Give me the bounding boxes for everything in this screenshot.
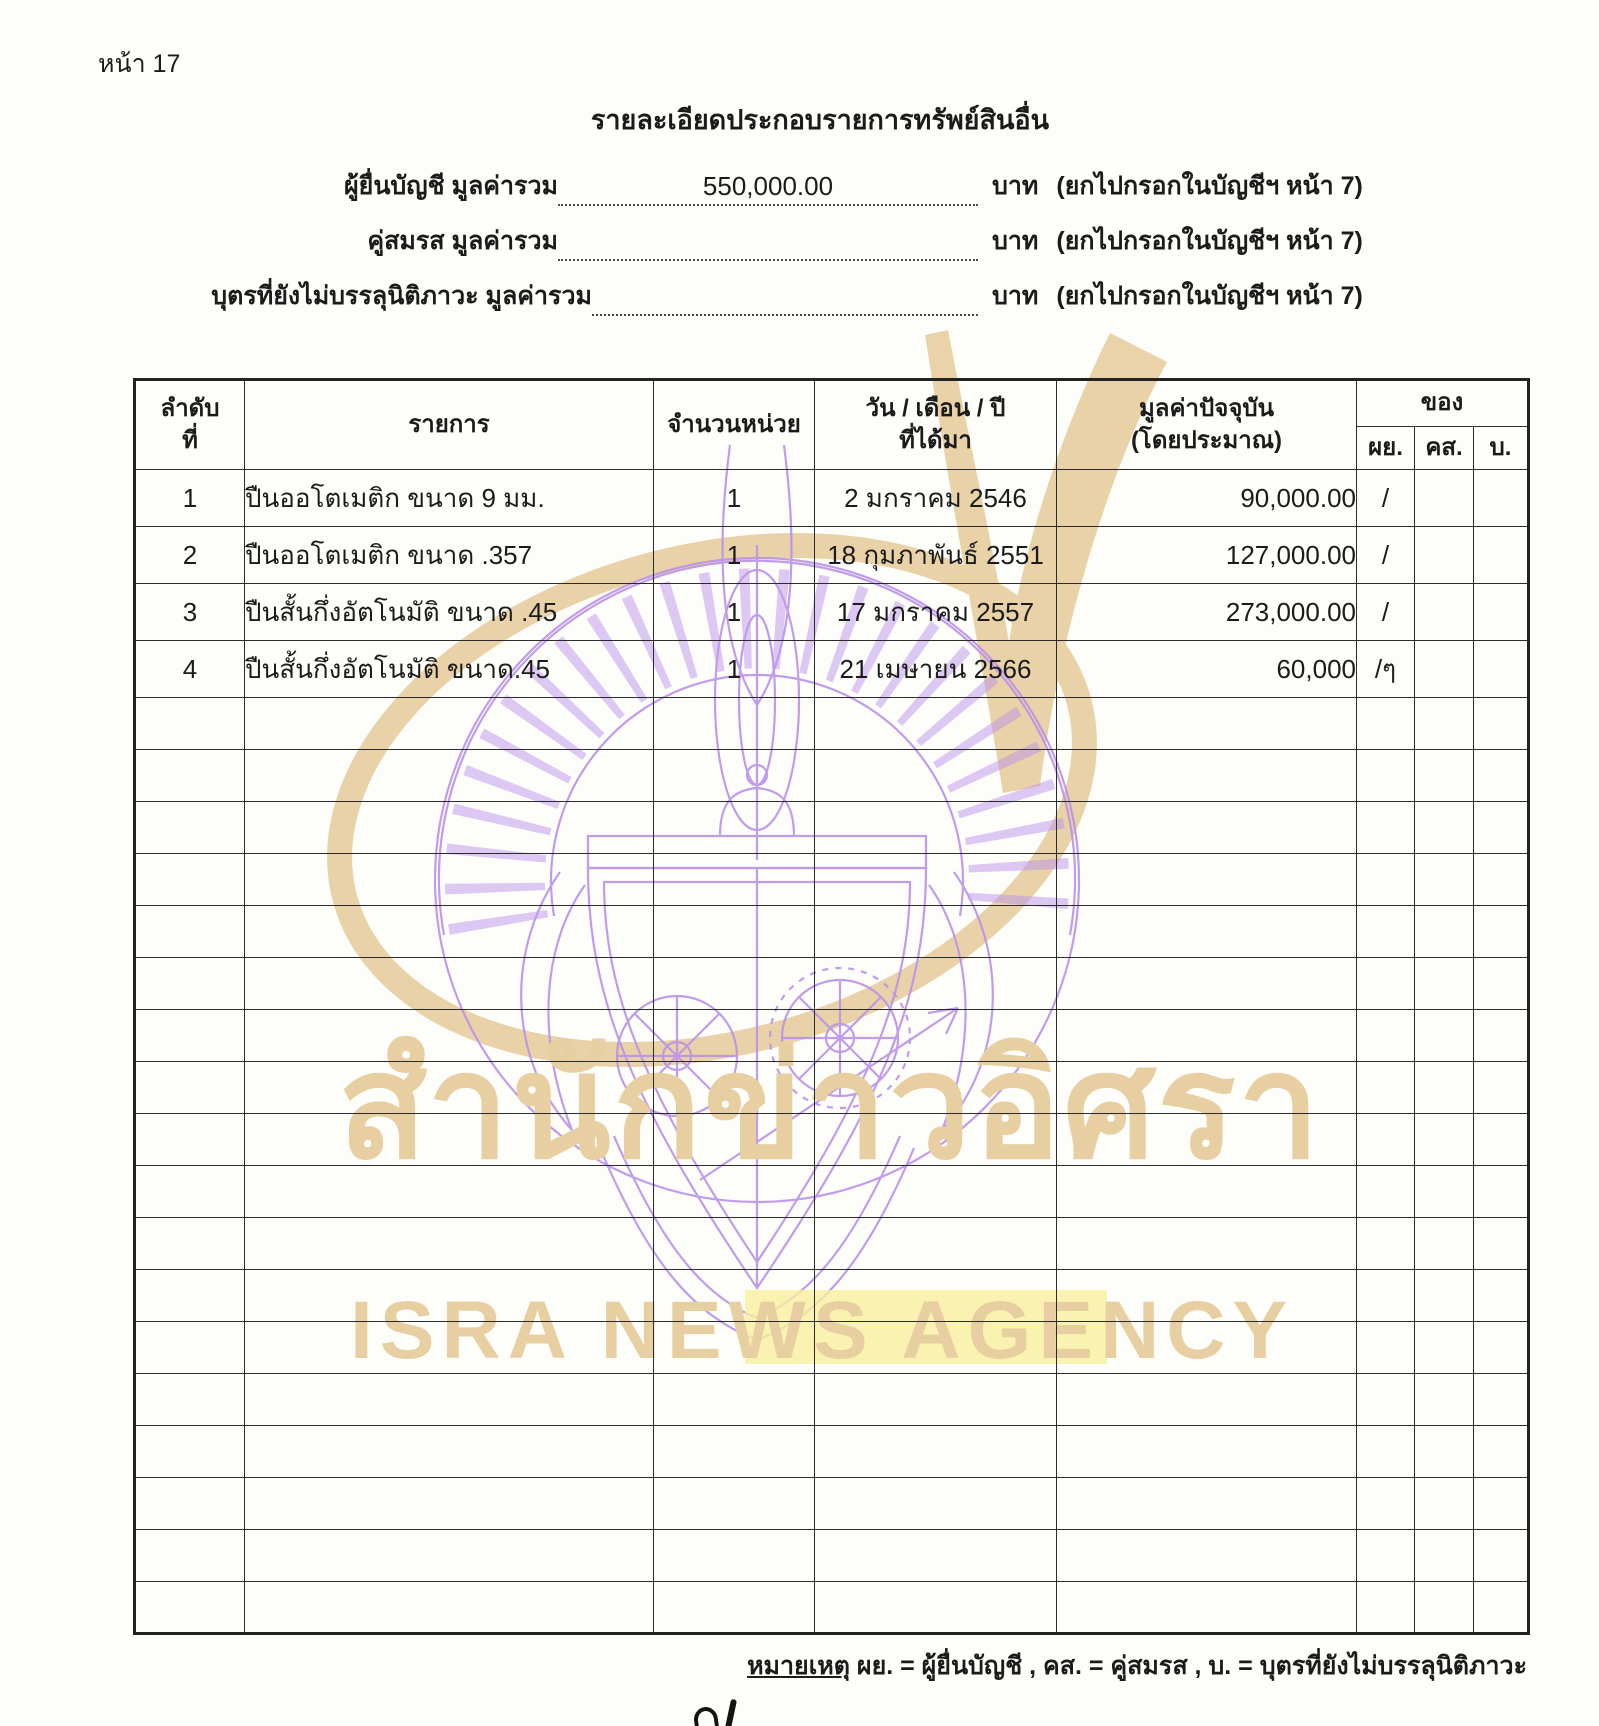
summary-line-minor-children — [0, 276, 1363, 316]
table-empty-row — [135, 1010, 1529, 1062]
summary-label: ผู้ยื่นบัญชี มูลค่ารวม — [344, 172, 558, 200]
col-header-owner-group: ของ — [1357, 380, 1529, 427]
summary-value-field: 550,000.00 — [558, 168, 978, 206]
table-empty-row — [135, 1218, 1529, 1270]
summary-note: (ยกไปกรอกในบัญชีฯ หน้า 7) — [1056, 227, 1363, 255]
footer-note — [133, 1646, 1527, 1686]
table-empty-row — [135, 1270, 1529, 1322]
summary-line-spouse — [0, 221, 1363, 261]
table-empty-row — [135, 1114, 1529, 1166]
table-empty-row — [135, 750, 1529, 802]
table-empty-row — [135, 1322, 1529, 1374]
summary-note: (ยกไปกรอกในบัญชีฯ หน้า 7) — [1056, 282, 1363, 310]
table-empty-row — [135, 958, 1529, 1010]
table-empty-row — [135, 1478, 1529, 1530]
table-empty-row — [135, 854, 1529, 906]
watermark-english-text: ISRA NEWS AGENCY — [350, 1285, 1295, 1376]
table-row: 2 ปืนออโตเมติก ขนาด .357 1 18 กุมภาพันธ์ 2551 127,000.00 / — [135, 527, 1529, 584]
col-header-units: จำนวนหน่วย — [654, 380, 815, 470]
page-title: รายละเอียดประกอบรายการทรัพย์สินอื่น — [590, 105, 1050, 135]
table-empty-row — [135, 1426, 1529, 1478]
table-empty-row — [135, 1374, 1529, 1426]
col-header-no: ลำดับ ที่ — [135, 380, 245, 470]
col-header-owner-child: บ. — [1474, 427, 1529, 470]
summary-line-filer — [0, 166, 1363, 206]
table-empty-row — [135, 906, 1529, 958]
table-empty-row — [135, 1166, 1529, 1218]
col-header-item: รายการ — [245, 380, 654, 470]
summary-note: (ยกไปกรอกในบัญชีฯ หน้า 7) — [1056, 172, 1363, 200]
page-number: หน้า 17 — [98, 50, 181, 78]
footer-note-label: หมายเหตุ — [747, 1652, 850, 1680]
assets-table — [133, 378, 1530, 1635]
cutoff-mark — [725, 1699, 737, 1726]
table-empty-row — [135, 1062, 1529, 1114]
summary-label: คู่สมรส มูลค่ารวม — [367, 227, 558, 255]
col-header-date: วัน / เดือน / ปี ที่ได้มา — [815, 380, 1057, 470]
table-empty-row — [135, 1582, 1529, 1634]
cutoff-mark — [692, 1705, 719, 1726]
table-row: 3 ปืนสั้นกึ่งอัตโนมัติ ขนาด .45 1 17 มกราคม 2557 273,000.00 / — [135, 584, 1529, 641]
summary-value-field — [558, 223, 978, 261]
table-empty-row — [135, 698, 1529, 750]
summary-value-field — [592, 278, 978, 316]
summary-unit: บาท — [992, 227, 1039, 255]
col-header-value: มูลค่าปัจจุบัน (โดยประมาณ) — [1057, 380, 1357, 470]
table-body — [135, 470, 1529, 1634]
watermark-thai-text: สำนักข่าวอิศรา — [338, 1025, 1322, 1188]
table-empty-row — [135, 1530, 1529, 1582]
summary-unit: บาท — [992, 282, 1039, 310]
footer-note-text: ผย. = ผู้ยื่นบัญชี , คส. = คู่สมรส , บ. = บุตรที่ยังไม่บรรลุนิติภาวะ — [849, 1652, 1527, 1680]
col-header-owner-spouse: คส. — [1415, 427, 1474, 470]
col-header-owner-filer: ผย. — [1357, 427, 1415, 470]
summary-unit: บาท — [992, 172, 1039, 200]
table-row: 4 ปืนสั้นกึ่งอัตโนมัติ ขนาด.45 1 21 เมษายน 2566 60,000 /ๆ — [135, 641, 1529, 698]
table-empty-row — [135, 802, 1529, 854]
table-row: 1 ปืนออโตเมติก ขนาด 9 มม. 1 2 มกราคม 2546 90,000.00 / — [135, 470, 1529, 527]
summary-label: บุตรที่ยังไม่บรรลุนิติภาวะ มูลค่ารวม — [211, 282, 592, 310]
